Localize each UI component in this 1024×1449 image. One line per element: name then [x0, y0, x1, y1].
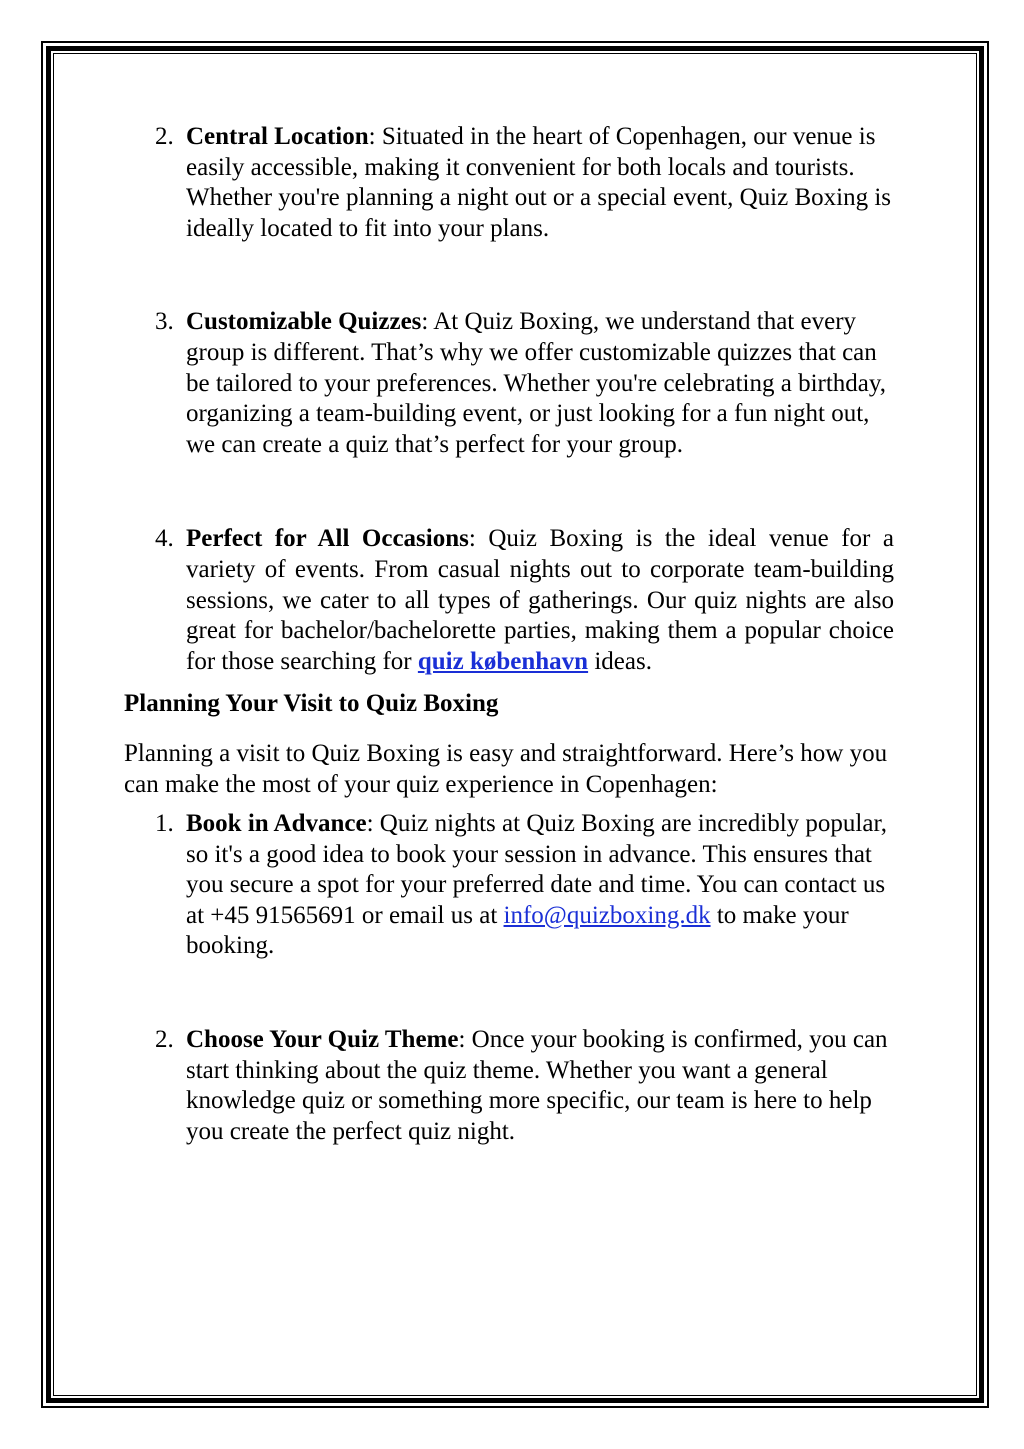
- list-item-body: [186, 809, 894, 962]
- section-heading: Planning Your Visit to Quiz Boxing: [124, 690, 499, 718]
- spacer: [124, 460, 894, 524]
- intro-paragraph: Planning a visit to Quiz Boxing is easy and straightforward. Here’s how you can make the most of your quiz experience in Copenhagen:: [124, 739, 888, 798]
- item-text: : At Quiz Boxing, we understand that every group is different. That’s why we offer customizable quizzes that can be tailored to your preferences. Whether you're celebrating a birthday, organizing a team-building event, or just looking for a fun night out, we can create a quiz that’s perfect for your group.: [186, 308, 887, 458]
- item-text: : Quiz Boxing is the ideal venue for a variety of events. From casual nights out to corporate team-building sessions, we cater to all types of gatherings. Our quiz nights are also great for bachelor/bachelorette parties, making them a popular choice for those searching for: [186, 525, 894, 675]
- item-title: Central Location: [186, 123, 369, 150]
- list-item-central-location: [124, 122, 894, 244]
- list-number: 1.: [155, 810, 174, 838]
- item-title: Book in Advance: [186, 810, 367, 838]
- item-text: : Situated in the heart of Copenhagen, our venue is easily accessible, making it convenient for both locals and tourists. Whether you're planning a night out or a special event, Quiz Boxing is ideally located to fit into your plans.: [186, 123, 892, 242]
- spacer: [124, 962, 894, 1025]
- list-item-body: [186, 122, 894, 244]
- list-item-body: [186, 307, 894, 460]
- list-item-perfect-occasions: [124, 524, 894, 677]
- list-item-body: [186, 524, 894, 677]
- list-number: 4.: [155, 525, 174, 553]
- list-item-choose-theme: [124, 1025, 894, 1147]
- quiz-kobenhavn-link[interactable]: quiz københavn: [417, 647, 589, 675]
- item-text: : Once your booking is confirmed, you can start thinking about the quiz theme. Whether you want a general knowledge quiz or something more specific, our team is here to help you create the perfect quiz night.: [186, 1026, 888, 1145]
- list-number: 3.: [155, 308, 174, 336]
- item-title: Choose Your Quiz Theme: [186, 1026, 459, 1054]
- spacer: [124, 244, 894, 307]
- list-number: 2.: [155, 1026, 174, 1054]
- item-text: : Quiz nights at Quiz Boxing are incredibly popular, so it's a good idea to book your session in advance. This ensures that you secure a spot for your preferred date and time. You can contact us at +45 91565691 or email us at: [186, 810, 888, 929]
- list-item-body: [186, 1025, 894, 1147]
- item-title: Customizable Quizzes: [186, 308, 422, 336]
- item-text-after: ideas.: [588, 647, 652, 675]
- list-item-customizable-quizzes: [124, 307, 894, 460]
- item-title: Perfect for All Occasions: [186, 525, 469, 553]
- item-text-after: to make your booking.: [186, 901, 849, 960]
- email-link[interactable]: info@quizboxing.dk: [503, 901, 711, 929]
- list-number: 2.: [155, 123, 174, 150]
- list-item-book-in-advance: [124, 809, 894, 962]
- document-content: [124, 122, 894, 1147]
